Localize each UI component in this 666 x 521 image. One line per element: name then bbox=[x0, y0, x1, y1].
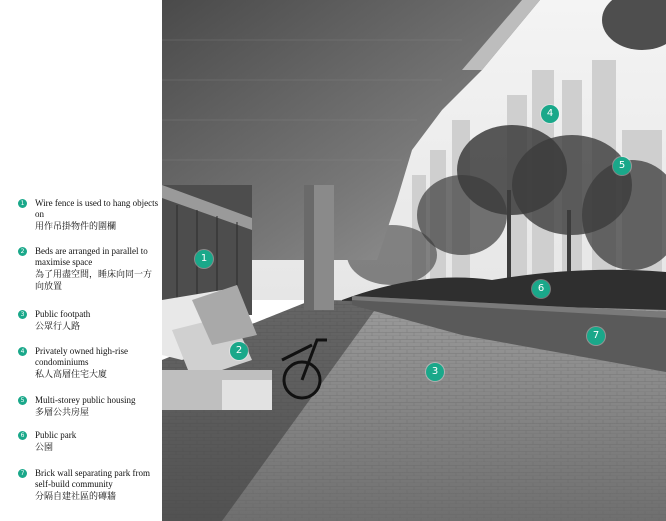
legend-chinese-text: 公園 bbox=[35, 443, 54, 453]
legend-chinese-text: 為了用盡空間，睡床向同一方向放置 bbox=[35, 270, 153, 292]
legend-chinese-text: 公眾行人路 bbox=[35, 322, 81, 332]
legend-english-text: Wire fence is used to hang objects on bbox=[35, 198, 159, 219]
legend-panel bbox=[0, 0, 162, 521]
legend-number-badge: 4 bbox=[18, 347, 27, 356]
marker-1: 1 bbox=[195, 250, 213, 268]
legend-chinese-text: 用作吊掛物件的圍欄 bbox=[35, 222, 117, 232]
legend-english-text: Multi-storey public housing bbox=[35, 395, 136, 405]
legend-english-text: Brick wall separating park from self-build community bbox=[35, 468, 150, 489]
marker-3: 3 bbox=[426, 363, 444, 381]
legend-item-5 bbox=[18, 395, 160, 419]
legend-item-2 bbox=[18, 246, 160, 293]
legend-item-7 bbox=[18, 468, 160, 503]
legend-item-4 bbox=[18, 346, 160, 381]
legend-chinese-text: 分隔自建社區的磚牆 bbox=[35, 492, 117, 502]
marker-4: 4 bbox=[541, 105, 559, 123]
legend-number-badge: 2 bbox=[18, 247, 27, 256]
legend-item-3 bbox=[18, 309, 160, 333]
legend-number-badge: 6 bbox=[18, 431, 27, 440]
legend-chinese-text: 多層公共房屋 bbox=[35, 408, 90, 418]
legend-english-text: Beds are arranged in parallel to maximise space bbox=[35, 246, 148, 267]
legend-number-badge: 5 bbox=[18, 396, 27, 405]
marker-2: 2 bbox=[230, 342, 248, 360]
legend-item-6 bbox=[18, 430, 160, 454]
legend-chinese-text: 私人高層住宅大廈 bbox=[35, 370, 108, 380]
street-photo bbox=[162, 0, 666, 521]
legend-number-badge: 7 bbox=[18, 469, 27, 478]
legend-english-text: Public park bbox=[35, 430, 77, 440]
marker-6: 6 bbox=[532, 280, 550, 298]
legend-number-badge: 3 bbox=[18, 310, 27, 319]
legend-english-text: Public footpath bbox=[35, 309, 91, 319]
marker-7: 7 bbox=[587, 327, 605, 345]
photo-illustration bbox=[162, 0, 666, 521]
marker-5: 5 bbox=[613, 157, 631, 175]
legend-number-badge: 1 bbox=[18, 199, 27, 208]
legend-english-text: Privately owned high-rise condominiums bbox=[35, 346, 128, 367]
legend-item-1 bbox=[18, 198, 160, 233]
